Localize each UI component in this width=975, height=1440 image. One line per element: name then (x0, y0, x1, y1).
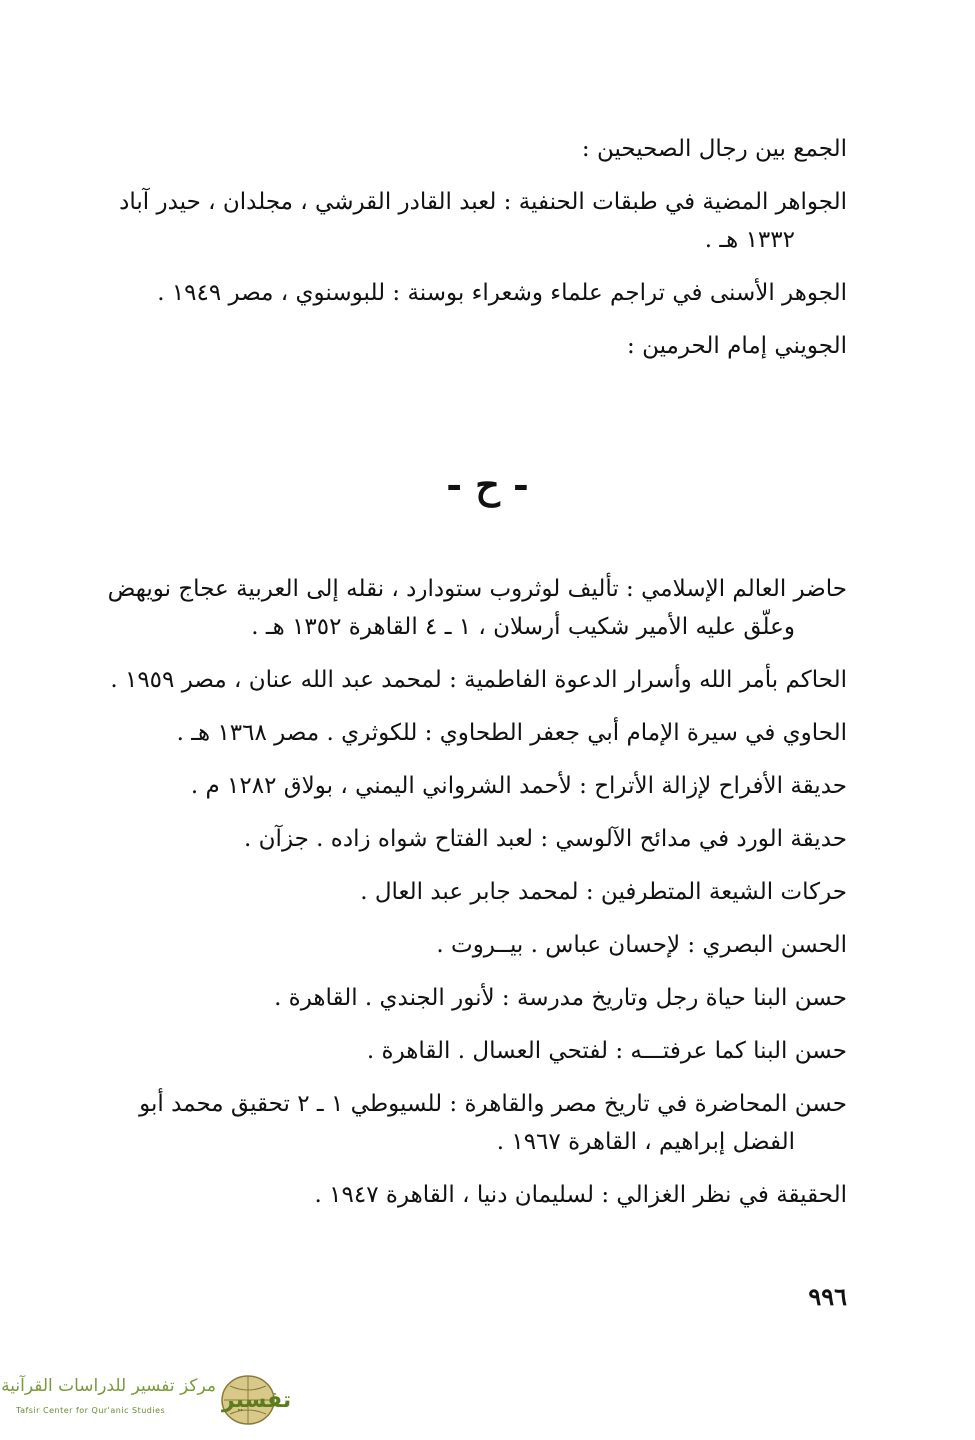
bottom-entry (87, 1032, 847, 1070)
bottom-entry (87, 1085, 847, 1161)
bottom-entry (87, 767, 847, 805)
top-entry (87, 183, 847, 259)
bottom-entry (87, 873, 847, 911)
entry-line: حاضر العالم الإسلامي : تأليف لوثروب ستودارد ، نقله إلى العربية عجاج نويهض (107, 576, 847, 602)
entry-line: الجوهر الأسنى في تراجم علماء وشعراء بوسنة : للبوسنوي ، مصر ١٩٤٩ . (157, 280, 847, 306)
entries-list-bottom (87, 570, 847, 1229)
entry-continuation-line: وعلّق عليه الأمير شكيب أرسلان ، ١ ـ ٤ القاهرة ١٣٥٢ هـ . (251, 614, 795, 640)
logo-mark-text: تفسير (222, 1388, 292, 1413)
bottom-entry (87, 820, 847, 858)
entries-list-top (87, 130, 847, 380)
entry-line: الحاوي في سيرة الإمام أبي جعفر الطحاوي : للكوثري . مصر ١٣٦٨ هـ . (176, 720, 847, 746)
entry-line: الجمع بين رجال الصحيحين : (581, 136, 847, 162)
top-entry (87, 327, 847, 365)
logo-arabic-text: مركز تفسير للدراسات القرآنية (1, 1376, 216, 1396)
logo-latin-text: Tafsir Center for Qur'anic Studies (16, 1406, 166, 1415)
bottom-entry (87, 661, 847, 699)
entry-line: الحسن البصري : لإحسان عباس . بيــروت . (436, 932, 847, 958)
bottom-entry (87, 1176, 847, 1214)
top-entry (87, 274, 847, 312)
bottom-entry (87, 926, 847, 964)
entry-continuation-line: ١٣٣٢ هـ . (704, 227, 795, 253)
page-number: ٩٩٦ (808, 1282, 847, 1311)
entry-line: الجويني إمام الحرمين : (627, 333, 847, 359)
entry-line: الحاكم بأمر الله وأسرار الدعوة الفاطمية : لمحمد عبد الله عنان ، مصر ١٩٥٩ . (110, 667, 847, 693)
top-entry (87, 130, 847, 168)
entry-line: الجواهر المضية في طبقات الحنفية : لعبد القادر القرشي ، مجلدان ، حيدر آباد (119, 189, 847, 215)
bottom-entry (87, 979, 847, 1017)
publisher-logo (1, 1372, 292, 1428)
entry-line: الحقيقة في نظر الغزالي : لسليمان دنيا ، القاهرة ١٩٤٧ . (314, 1182, 847, 1208)
entry-line: حديقة الأفراح لإزالة الأتراح : لأحمد الشرواني اليمني ، بولاق ١٢٨٢ م . (190, 773, 847, 799)
bottom-entry (87, 570, 847, 646)
entry-line: حسن البنا حياة رجل وتاريخ مدرسة : لأنور الجندي . القاهرة . (274, 985, 847, 1011)
entry-line: حركات الشيعة المتطرفين : لمحمد جابر عبد العال . (360, 879, 847, 905)
entry-continuation-line: الفضل إبراهيم ، القاهرة ١٩٦٧ . (496, 1129, 795, 1155)
bottom-entry (87, 714, 847, 752)
entry-line: حسن البنا كما عرفتـــه : لفتحي العسال . القاهرة . (366, 1038, 847, 1064)
entry-line: حديقة الورد في مدائح الآلوسي : لعبد الفتاح شواه زاده . جزآن . (244, 826, 847, 852)
section-heading: - ح - (446, 462, 529, 507)
entry-line: حسن المحاضرة في تاريخ مصر والقاهرة : للسيوطي ١ ـ ٢ تحقيق محمد أبو (139, 1091, 847, 1117)
